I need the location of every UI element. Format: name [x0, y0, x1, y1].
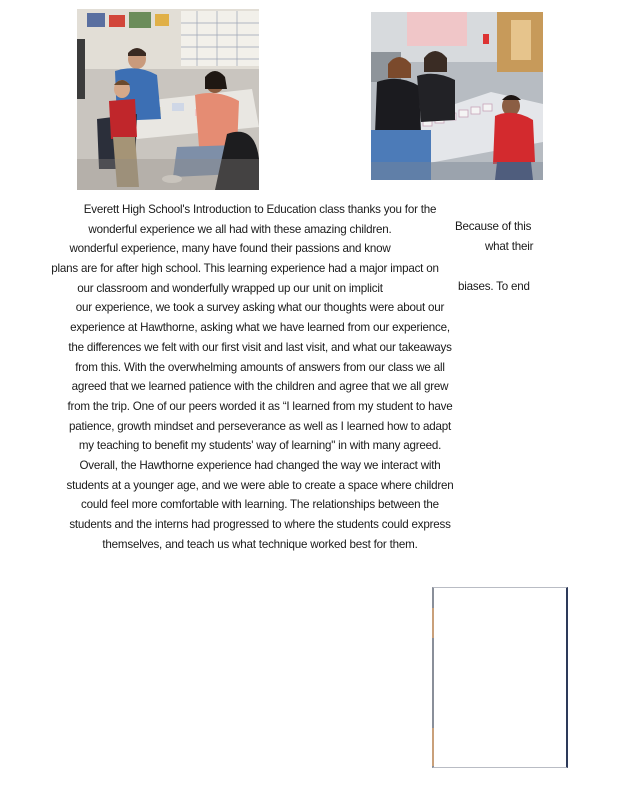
classroom-photo-1	[77, 9, 259, 190]
article-line: from this. With the overwhelming amounts of answers from our class we all	[75, 360, 445, 374]
article-line: Overall, the Hawthorne experience had changed the way we interact with	[79, 458, 441, 472]
article-line: students and the interns had progressed to where the students could express	[69, 518, 451, 531]
article-line: our experience, we took a survey asking what our thoughts were about our	[75, 301, 445, 315]
side-fragment: Because of this	[455, 220, 532, 233]
article-line: experience at Hawthorne, asking what we have learned from our experience,	[70, 321, 450, 335]
frame-edge-accent	[432, 728, 434, 766]
classroom-photo-card-game-icon	[371, 12, 543, 180]
article-line: themselves, and teach us what technique worked best for them.	[102, 537, 418, 551]
article-line: the differences we felt with our first visit and last visit, and what our takeaways	[68, 340, 452, 354]
side-fragment: what their	[485, 240, 534, 253]
article-line: my teaching to benefit my students' way of learning" in with many agreed.	[78, 439, 442, 453]
classroom-photo-students-at-table-icon	[77, 9, 259, 190]
article-line: wonderful experience we all had with these amazing children.	[88, 222, 392, 236]
article-body	[51, 200, 460, 554]
article-line: students at a younger age, and we were able to create a space where children	[66, 478, 454, 492]
article-line: agreed that we learned patience with the children and agree that we all grew	[71, 380, 449, 394]
article-line: plans are for after high school. This learning experience had a major impact on	[51, 262, 439, 276]
empty-image-frame	[432, 587, 568, 768]
article-line: wonderful experience, many have found their passions and know	[69, 242, 391, 256]
classroom-photo-2	[371, 12, 543, 180]
side-fragment: biases. To end	[458, 280, 530, 293]
article-line: from the trip. One of our peers worded it as “I learned from my student to have	[67, 399, 453, 413]
frame-edge-accent	[432, 608, 434, 638]
article-line: our classroom and wonderfully wrapped up our unit on implicit	[77, 281, 383, 295]
article-line: patience, growth mindset and perseverance as well as I learned how to adapt	[68, 419, 451, 433]
article-line: Everett High School's Introduction to Education class thanks you for the	[83, 203, 437, 216]
article-line: could feel more comfortable with learning. The relationships between the	[81, 498, 439, 512]
